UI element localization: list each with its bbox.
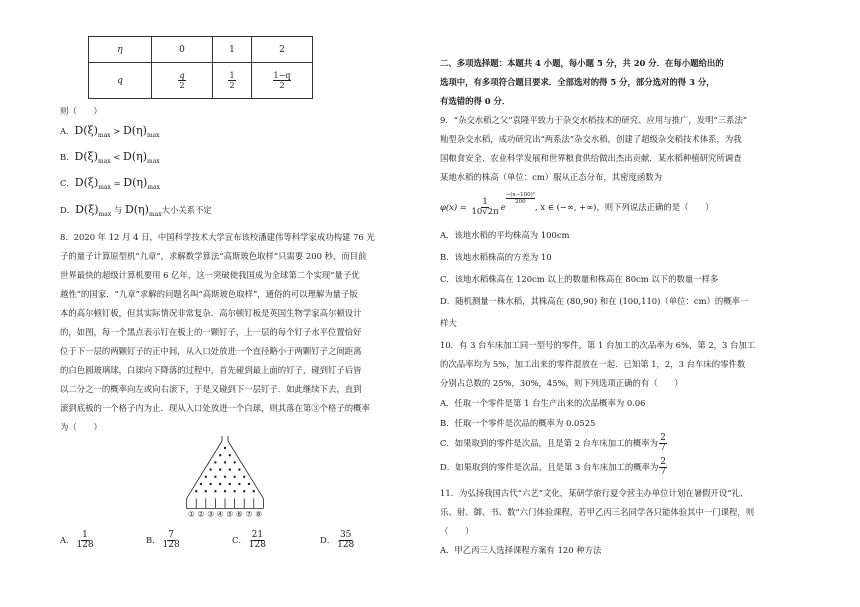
galton-peg — [195, 490, 197, 492]
q10-option-a: A．任取一个零件是第 1 台生产出来的次品概率为 0.06 — [440, 398, 646, 408]
galton-slot-label: ⑤ — [226, 509, 234, 519]
distribution-table — [88, 36, 313, 99]
q10-line: 的次品率均为 5%，加工出来的零件混放在一起．已知第 1，2，3 台车床的零件数 — [440, 359, 746, 369]
galton-slot-label: ② — [197, 509, 205, 519]
galton-slot-label: ⑥ — [236, 509, 243, 519]
table-cell: $\frac{1}{2}$ — [213, 63, 252, 99]
q10-option-c: C．如果取到的零件是次品，且是第 2 台车床加工的概率为 $\frac{2}{7}$ — [440, 433, 666, 453]
q11-line: 乐、射、御、书、数”六门体验课程，若甲乙丙三名同学各只能体验其中一门课程，则 — [440, 507, 755, 517]
section-heading: 有选错的得 0 分． — [440, 96, 511, 106]
galton-peg — [219, 483, 221, 485]
q8-choice-a: A． $\frac{1}{128}$ — [60, 530, 94, 550]
galton-peg — [224, 447, 226, 449]
galton-peg — [214, 490, 216, 492]
galton-peg — [229, 468, 231, 470]
galton-peg — [224, 490, 226, 492]
table-cell: 0 — [152, 37, 213, 63]
table-cell: $\frac{1-q}{2}$ — [252, 63, 313, 99]
q9-line: 某地水稻的株高（单位：cm）服从正态分布，其密度函数为 — [440, 172, 663, 182]
galton-peg — [238, 468, 240, 470]
q8-line: 位于下一层的两颗钉子的正中间，从入口处放进一个直径略小于两颗钉子之间距离 — [60, 346, 362, 356]
q10-option-b: B．任取一个零件是次品的概率为 0.0525 — [440, 418, 596, 428]
q9-option-d-cont: 样大 — [440, 318, 457, 328]
table-cell: 1 — [213, 37, 252, 63]
galton-slot-label: ⑧ — [255, 509, 262, 519]
section-heading: 二、多项选择题：本题共 4 小题，每小题 5 分，共 20 分．在每小题给出的 — [440, 58, 724, 68]
galton-peg — [253, 490, 255, 492]
galton-peg — [224, 476, 226, 478]
galton-peg — [214, 476, 216, 478]
galton-peg — [233, 461, 235, 463]
galton-peg — [200, 483, 202, 485]
galton-peg — [219, 454, 221, 456]
galton-slot-label: ③ — [207, 509, 214, 519]
galton-peg — [205, 476, 207, 478]
q8-line: 以二分之一的概率向左或向右滚下，于是又碰到下一层钉子．如此继续下去，直到 — [60, 384, 362, 394]
table-cell: η — [89, 37, 152, 63]
q8-line: 8．2020 年 12 月 4 日，中国科学技术大学宣布该校潘建伟等科学家成功构建 76 光 — [60, 232, 375, 242]
q8-line: 世界最快的超级计算机要用 6 亿年，这一突破使我国成为全球第二个实现“量子优 — [60, 270, 360, 280]
q8-choice-b: B． $\frac{7}{128}$ — [146, 530, 180, 550]
q8-line: 滚到底板的一个格子内为止．现从入口处放进一个白球，则其落在第③个格子的概率 — [60, 403, 370, 413]
q11-option-a: A．甲乙丙三人选择课程方案有 120 种方法 — [440, 545, 602, 555]
q11-line: （ ） — [440, 526, 474, 536]
q9-option-c: C．该地水稻株高在 120cm 以上的数量和株高在 80cm 以下的数量一样多 — [440, 274, 719, 284]
q9-line: 国粮食安全、农业科学发展和世界粮食供给做出杰出贡献．某水稻种植研究所调查 — [440, 153, 742, 163]
galton-peg — [214, 461, 216, 463]
galton-board-diagram — [170, 436, 280, 524]
q8-line: 子的量子计算原型机“九章”，求解数学算法“高斯玻色取样”只需要 200 秒，而目前 — [60, 251, 367, 261]
section-heading: 选项中，有多项符合题目要求．全部选对的得 5 分，部分选对的得 3 分， — [440, 77, 715, 87]
q8-choice-c: C． $\frac{21}{128}$ — [232, 530, 266, 550]
q7-option-b: B．$D(\xi)_{max} < D(\eta)_{max}$ — [60, 150, 160, 165]
galton-peg — [243, 490, 245, 492]
q8-choice-d: D． $\frac{35}{128}$ — [320, 530, 355, 550]
table-cell: $\frac{q}{2}$ — [152, 63, 213, 99]
q9-line: 9．“杂交水稻之父”袁隆平致力于杂交水稻技术的研究、应用与推广，发明“三系法” — [440, 115, 748, 125]
table-cell: q — [89, 63, 152, 99]
q7-option-c: C．$D(\xi)_{max} = D(\eta)_{max}$ — [60, 176, 160, 191]
galton-peg — [209, 483, 211, 485]
q7-option-d: D．$D(\xi)_{max}$ 与 $D(\eta)_{max}$大小关系不定 — [60, 203, 212, 218]
galton-peg — [243, 476, 245, 478]
q8-line: 的，如图，每一个黑点表示钉在板上的一颗钉子，上一层的每个钉子水平位置恰好 — [60, 327, 362, 337]
q9-line: 籼型杂交水稻，成功研究出“两系法”杂交水稻，创建了超级杂交稻技术体系，为我 — [440, 134, 742, 144]
q10-option-d: D．如果取到的零件是次品，且是第 3 台车床加工的概率为 $\frac{2}{7}$ — [440, 457, 667, 477]
q8-line: 本的高尔顿钉板，但其实际情况非常复杂．高尔顿钉板是英国生物学家高尔顿设计 — [60, 308, 362, 318]
q8-line: 为（ ） — [60, 422, 102, 432]
table-cell: 2 — [252, 37, 313, 63]
q10-line: 10．有 3 台车床加工同一型号的零件，第 1 台加工的次品率为 6%，第 2，3 台加工 — [440, 340, 756, 350]
galton-peg — [229, 454, 231, 456]
galton-peg — [248, 483, 250, 485]
galton-peg — [224, 461, 226, 463]
q7-stem: 则（ ） — [60, 106, 102, 116]
q10-line: 分别占总数的 25%，30%，45%，则下列选项正确的有（ ） — [440, 378, 683, 388]
q11-line: 11．为弘扬我国古代“六艺”文化，某研学旅行夏令营主办单位计划在暑假开设“礼、 — [440, 488, 749, 498]
q8-line: 的白色圆玻璃球，白球向下降落的过程中，首先碰到最上面的钉子，碰到钉子后皆 — [60, 365, 362, 375]
galton-peg — [233, 490, 235, 492]
q9-option-a: A．该地水稻的平均株高为 100cm — [440, 230, 570, 240]
galton-peg — [209, 468, 211, 470]
galton-peg — [229, 483, 231, 485]
galton-slot-label: ① — [188, 509, 195, 519]
galton-peg — [219, 468, 221, 470]
q8-line: 越性”的国家．“九章”求解的问题名叫“高斯玻色取样”，通俗的可以理解为量子版 — [60, 289, 358, 299]
galton-slot-label: ④ — [216, 509, 224, 519]
galton-peg — [238, 483, 240, 485]
q9-option-d: D．随机测量一株水稻，其株高在 (80,90) 和在 (100,110)（单位：cm）的概率一 — [440, 296, 749, 306]
q9-density-formula: φ(x) = $\frac{1}{10√2\pi}$ e $\frac{\text{−(x−100)²}}{200}$ , x ∈ (−∞, +∞)，则下列说法正确的是（ ） — [440, 192, 714, 217]
galton-peg — [205, 490, 207, 492]
q9-option-b: B．该地水稻株高的方差为 10 — [440, 252, 552, 262]
galton-slot-label: ⑦ — [245, 509, 253, 519]
galton-peg — [233, 476, 235, 478]
q7-option-a: A．$D(\xi)_{max} > D(\eta)_{max}$ — [60, 124, 160, 139]
